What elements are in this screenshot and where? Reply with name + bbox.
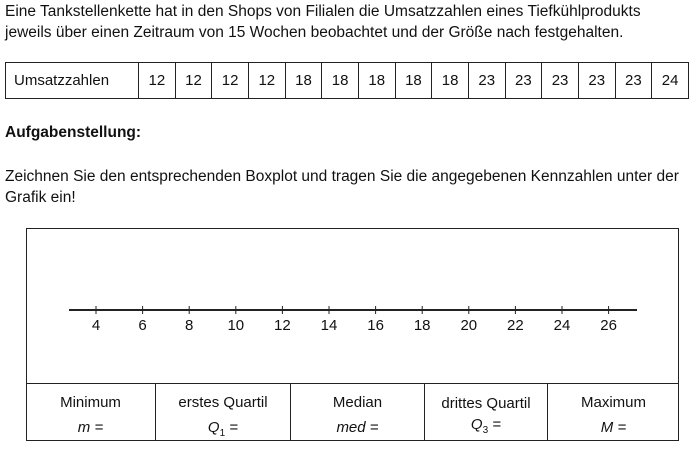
table-cell: 18 bbox=[432, 63, 469, 99]
table-cell: 12 bbox=[139, 63, 176, 99]
axis-tick-label: 26 bbox=[600, 317, 617, 334]
axis-tick-label: 8 bbox=[185, 317, 194, 334]
axis-tick-label: 4 bbox=[91, 317, 101, 334]
axis-tick-label: 18 bbox=[413, 317, 431, 334]
number-axis bbox=[27, 229, 678, 384]
stat-label: erstes Quartil bbox=[178, 394, 268, 411]
axis-tick-label: 12 bbox=[274, 317, 291, 334]
task-text: Zeichnen Sie den entsprechenden Boxplot und tragen Sie die angegebenen Kennzahlen unter der Grafik ein! bbox=[5, 168, 679, 206]
axis-tick-label: 24 bbox=[553, 317, 571, 334]
table-cell: 23 bbox=[505, 63, 542, 99]
formula-equals: = bbox=[613, 419, 627, 436]
stat-formula bbox=[291, 415, 424, 440]
table-cell: 18 bbox=[395, 63, 432, 99]
stat-minimum bbox=[26, 384, 156, 441]
sales-table bbox=[5, 62, 689, 99]
formula-symbol: m bbox=[77, 419, 91, 436]
stat-maximum bbox=[548, 384, 679, 441]
table-row bbox=[6, 63, 689, 99]
table-cell: 24 bbox=[652, 63, 689, 99]
table-row-label: Umsatzzahlen bbox=[6, 63, 139, 99]
table-cell: 18 bbox=[285, 63, 322, 99]
task-heading: Aufgabenstellung: bbox=[5, 124, 142, 141]
formula-equals: = bbox=[488, 416, 502, 433]
intro-text: Eine Tankstellenkette hat in den Shops von Filialen die Umsatzzahlen eines Tiefkühlprodukts jeweils über einen Zeitraum von 15 Wochen beobachtet und der Größe nach festgehalten. bbox=[5, 3, 641, 41]
stat-formula bbox=[26, 415, 155, 440]
stat-formula bbox=[156, 415, 290, 446]
formula-subscript: 3 bbox=[482, 425, 489, 436]
table-cell: 12 bbox=[212, 63, 249, 99]
stat-label: drittes Quartil bbox=[441, 395, 531, 412]
stat-third-quartile bbox=[425, 384, 548, 441]
axis-tick-label: 6 bbox=[138, 317, 147, 334]
table-cell: 23 bbox=[578, 63, 615, 99]
formula-equals: = bbox=[365, 419, 379, 436]
axis-tick-label: 20 bbox=[460, 317, 478, 334]
stat-label: Minimum bbox=[60, 394, 121, 411]
axis-tick-label: 10 bbox=[227, 317, 245, 334]
stat-median bbox=[291, 384, 425, 441]
table-cell: 23 bbox=[542, 63, 579, 99]
stats-row bbox=[26, 383, 679, 441]
table-cell: 23 bbox=[468, 63, 505, 99]
axis-tick-label: 16 bbox=[367, 317, 384, 334]
table-cell: 18 bbox=[322, 63, 359, 99]
formula-subscript: 1 bbox=[219, 428, 226, 439]
stat-label: Median bbox=[332, 394, 383, 411]
axis-tick-label: 22 bbox=[507, 317, 524, 334]
axis-tick-label: 14 bbox=[320, 317, 338, 334]
formula-equals: = bbox=[90, 419, 104, 436]
stat-formula bbox=[548, 415, 679, 440]
table-cell: 12 bbox=[248, 63, 285, 99]
formula-symbol: M bbox=[600, 419, 614, 436]
table-cell: 18 bbox=[358, 63, 395, 99]
formula-symbol: Q bbox=[470, 416, 483, 433]
stat-formula bbox=[425, 414, 547, 441]
formula-equals: = bbox=[225, 419, 239, 436]
formula-symbol: Q bbox=[207, 419, 220, 436]
formula-symbol: med bbox=[336, 419, 366, 436]
stat-label: Maximum bbox=[580, 394, 646, 411]
stat-first-quartile bbox=[156, 384, 291, 441]
table-cell: 12 bbox=[175, 63, 212, 99]
table-cell: 23 bbox=[615, 63, 652, 99]
